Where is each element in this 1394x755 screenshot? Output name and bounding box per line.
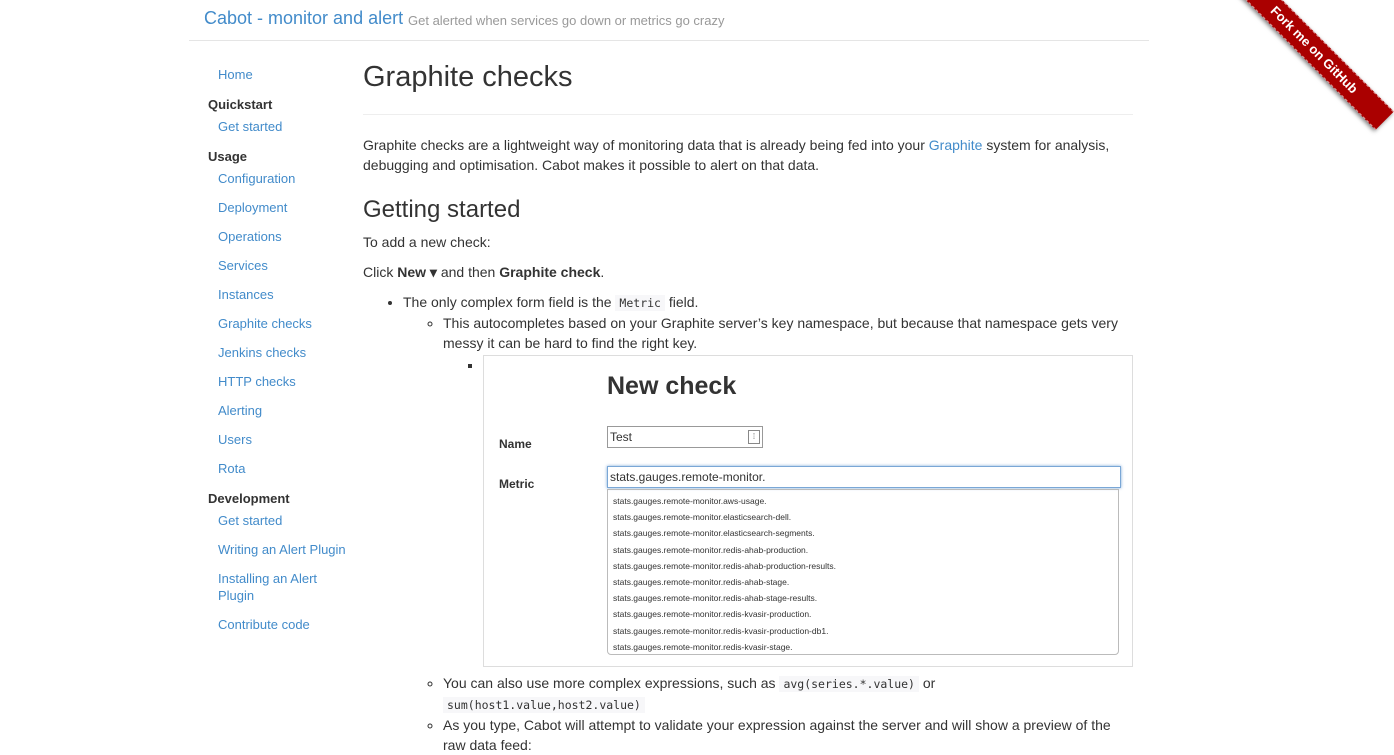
autocomplete-item: stats.gauges.remote-monitor.redis-ahab-stage. (613, 577, 790, 588)
sub-list (403, 313, 1133, 755)
sidebar-group-development: Development (208, 491, 290, 506)
list-item (443, 673, 1133, 715)
validation-description: As you type, Cabot will attempt to validate your expression against the server and will show a preview of the raw data feed: (443, 717, 1111, 753)
sidebar-item-instances[interactable]: Instances (218, 287, 274, 302)
intro-paragraph (363, 135, 1133, 175)
screenshot-list (443, 355, 1133, 667)
list-item (403, 292, 1133, 755)
bullet1-before: The only complex form field is the (403, 294, 616, 310)
site-tagline: Get alerted when services go down or metrics go crazy (408, 13, 725, 28)
page-title: Graphite checks (363, 58, 1133, 115)
sidebar-item-development-get-started[interactable]: Get started (218, 513, 283, 528)
new-check-title: ▪ New check (607, 372, 737, 400)
autocomplete-item: stats.gauges.remote-monitor.redis-ahab-production-results. (613, 560, 836, 571)
click-new-paragraph (363, 262, 1133, 282)
sidebar-item-http-checks[interactable]: HTTP checks (218, 374, 296, 389)
list-item (443, 313, 1133, 667)
autocomplete-item: stats.gauges.remote-monitor.redis-kvasir-production-db1. (613, 625, 829, 636)
new-check-screenshot (483, 355, 1133, 667)
sidebar-group-usage: Usage (208, 149, 248, 164)
sidebar-item-writing-alert-plugin[interactable]: Writing an Alert Plugin (218, 542, 346, 557)
metric-label: Metric (499, 477, 535, 491)
sidebar-item-jenkins-checks[interactable]: Jenkins checks (218, 345, 307, 360)
fork-me-on-github-link[interactable]: Fork me on GitHub (1234, 0, 1394, 130)
sidebar-item-users[interactable]: Users (218, 432, 252, 447)
sidebar-item-alerting[interactable]: Alerting (218, 403, 263, 418)
autocomplete-item: stats.gauges.remote-monitor.redis-kvasir-production. (613, 609, 812, 620)
list-item (483, 355, 1133, 667)
click-text-1: Click (363, 264, 398, 280)
section-title-getting-started: Getting started (363, 196, 521, 223)
sidebar-item-deployment[interactable]: Deployment (218, 200, 288, 215)
graphite-link[interactable]: Graphite (928, 137, 983, 153)
sidebar-item-graphite-checks[interactable]: Graphite checks (218, 316, 312, 331)
name-label: Name (499, 437, 532, 451)
click-text-2: and then (436, 264, 500, 280)
sub2-before: You can also use more complex expressions, such as (443, 675, 780, 691)
sum-expression-code: sum(host1.value,host2.value) (443, 697, 645, 713)
sidebar-item-installing-alert-plugin[interactable]: Installing an Alert Plugin (218, 571, 318, 603)
autocomplete-item: stats.gauges.remote-monitor.redis-kvasir-stage. (613, 641, 793, 652)
sidebar-item-contribute-code[interactable]: Contribute code (218, 617, 310, 632)
click-text-3: . (600, 264, 605, 280)
sidebar-group-quickstart: Quickstart (208, 97, 273, 112)
name-field (607, 426, 763, 448)
graphite-check-ref: Graphite check (499, 264, 601, 280)
fork-ribbon (1210, 0, 1362, 130)
sidebar-item-operations[interactable]: Operations (218, 229, 282, 244)
autocomplete-item: stats.gauges.remote-monitor.redis-ahab-production. (613, 544, 809, 555)
name-value: Test (610, 430, 633, 444)
intro-text-after: system for analysis, debugging and optimisation. Cabot makes it possible to alert on that data. (363, 137, 1110, 173)
autocomplete-item: stats.gauges.remote-monitor.elasticsearch-dell. (613, 512, 792, 523)
intro-text-before: Graphite checks are a lightweight way of monitoring data that is already being fed into your (363, 137, 929, 153)
sub2-mid: or (919, 675, 936, 691)
sidebar-item-home[interactable]: Home (218, 67, 253, 82)
bullet1-after: field. (664, 294, 699, 310)
new-menu-ref: New ▾ (397, 264, 437, 280)
sidebar-item-quickstart-get-started[interactable]: Get started (218, 119, 283, 134)
metric-field: stats.gauges.remote-monitor. (607, 466, 1121, 488)
list-item (443, 715, 1133, 755)
autocomplete-dropdown (607, 489, 1119, 655)
sidebar-nav (208, 60, 348, 645)
avg-expression-code: avg(series.*.value) (779, 676, 919, 692)
autocomplete-description: This autocompletes based on your Graphite server’s key namespace, but because that namespace gets very messy it can be hard to find the right key. (443, 315, 1118, 351)
instructions-list (363, 292, 1133, 755)
autocomplete-item: stats.gauges.remote-monitor.redis-ahab-stage-results. (613, 593, 818, 604)
autocomplete-item: stats.gauges.remote-monitor.aws-usage. (613, 496, 767, 506)
metric-code: Metric (615, 295, 665, 311)
sidebar-item-configuration[interactable]: Configuration (218, 171, 296, 186)
autocomplete-item: stats.gauges.remote-monitor.elasticsearch-segments. (613, 528, 815, 539)
main-content (363, 58, 1133, 755)
sidebar-item-rota[interactable]: Rota (218, 461, 246, 476)
site-header (189, 0, 1149, 41)
add-check-paragraph: To add a new check: (363, 234, 491, 250)
sidebar-item-services[interactable]: Services (218, 258, 268, 273)
brand-link[interactable]: Cabot - monitor and alert (204, 8, 404, 28)
password-manager-icon: ⁞ (748, 430, 760, 444)
